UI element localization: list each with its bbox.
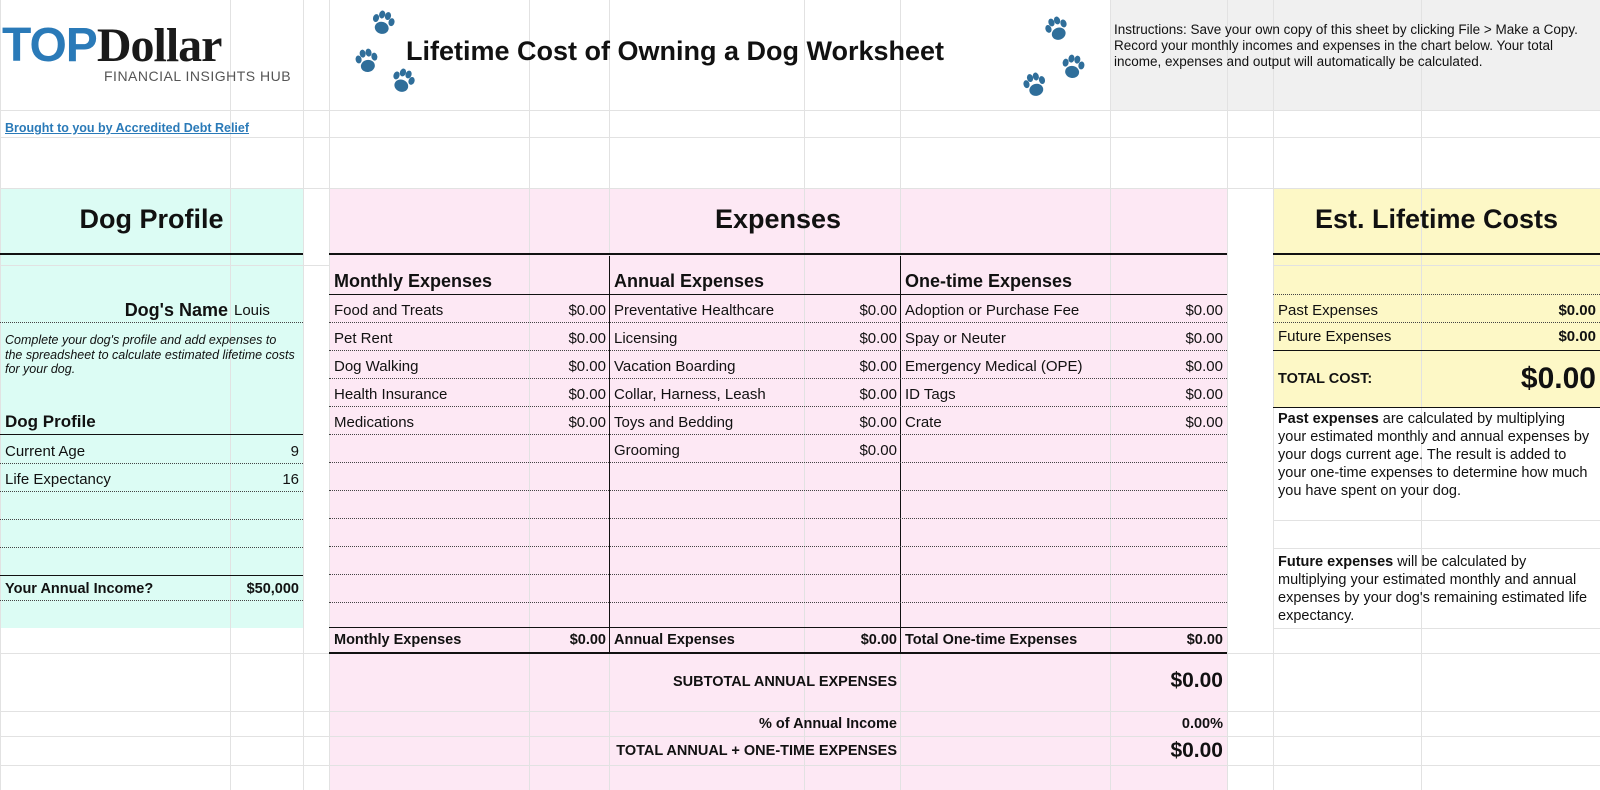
- future-expenses-value: $0.00: [1558, 328, 1596, 345]
- total-cost-value: $0.00: [1520, 362, 1596, 395]
- annual-total-value: $0.00: [860, 632, 897, 648]
- page-title: Lifetime Cost of Owning a Dog Worksheet: [406, 36, 945, 66]
- onetime-expense-value[interactable]: $0.00: [1185, 414, 1223, 431]
- grand-total-label: TOTAL ANNUAL + ONE-TIME EXPENSES: [616, 743, 897, 759]
- past-expenses-value: $0.00: [1558, 302, 1596, 319]
- future-note-text: will be calculated by multiplying your estimated monthly and annual expenses by your dog's remaining estimated life expectancy.: [1278, 554, 1588, 624]
- paw-print-icon: [368, 8, 398, 38]
- monthly-expense-value[interactable]: $0.00: [568, 358, 606, 375]
- past-note-text: are calculated by multiplying your estimated monthly and annual expenses by your dogs current age. The result is added to your one-time expenses to determine how much you have spent on your dog.: [1278, 411, 1590, 499]
- paw-print-icon: [388, 66, 418, 96]
- profile-note: Complete your dog's profile and add expenses to the spreadsheet to calculate estimated lifetime costs for your dog.: [5, 333, 295, 376]
- life-expectancy-label: Life Expectancy: [5, 471, 111, 488]
- onetime-expense-value[interactable]: $0.00: [1185, 386, 1223, 403]
- past-note-bold: Past expenses: [1278, 411, 1379, 427]
- monthly-expense-value[interactable]: $0.00: [568, 414, 606, 431]
- annual-expense-value[interactable]: $0.00: [859, 414, 897, 431]
- monthly-total-label: Monthly Expenses: [334, 632, 462, 648]
- profile-subtitle: Dog Profile: [5, 412, 96, 431]
- monthly-expense-label: Food and Treats: [334, 302, 444, 319]
- annual-expense-value[interactable]: $0.00: [859, 330, 897, 347]
- annual-expense-value[interactable]: $0.00: [859, 442, 897, 459]
- onetime-expense-label: ID Tags: [905, 386, 956, 403]
- annual-expense-label: Toys and Bedding: [614, 414, 734, 431]
- onetime-expense-label: Crate: [905, 414, 942, 431]
- annual-expense-value[interactable]: $0.00: [859, 358, 897, 375]
- monthly-expense-label: Medications: [334, 414, 415, 431]
- onetime-expense-label: Spay or Neuter: [905, 330, 1006, 347]
- life-expectancy-field[interactable]: 16: [282, 471, 299, 488]
- onetime-header: One-time Expenses: [905, 271, 1073, 291]
- future-expenses-note: [1278, 553, 1596, 625]
- pct-income-label: % of Annual Income: [758, 716, 897, 732]
- logo-dollar: Dollar: [96, 19, 222, 72]
- annual-expense-label: Preventative Healthcare: [614, 302, 775, 319]
- paw-print-icon: [1020, 70, 1050, 100]
- subtotal-label: SUBTOTAL ANNUAL EXPENSES: [673, 674, 897, 690]
- annual-expense-value[interactable]: $0.00: [859, 302, 897, 319]
- income-label: Your Annual Income?: [5, 581, 154, 597]
- instructions-text: Instructions: Save your own copy of this sheet by clicking File > Make a Copy. Record your monthly incomes and expenses in the chart below. Your total income, expenses and output will automatically be calculated.: [1114, 22, 1578, 69]
- annual-expense-label: Vacation Boarding: [614, 358, 736, 375]
- logo-top: TOP: [2, 19, 97, 72]
- expenses-title: Expenses: [714, 204, 842, 234]
- onetime-expense-label: Adoption or Purchase Fee: [905, 302, 1080, 319]
- monthly-expense-value[interactable]: $0.00: [568, 302, 606, 319]
- monthly-expense-value[interactable]: $0.00: [568, 330, 606, 347]
- onetime-total-value: $0.00: [1186, 632, 1223, 648]
- profile-title: Dog Profile: [79, 204, 224, 234]
- dog-name-field[interactable]: Louis: [234, 302, 270, 319]
- income-field[interactable]: $50,000: [246, 581, 299, 597]
- paw-print-icon: [352, 46, 382, 76]
- logo-subtitle: FINANCIAL INSIGHTS HUB: [104, 68, 292, 84]
- annual-total-label: Annual Expenses: [614, 632, 735, 648]
- onetime-expense-value[interactable]: $0.00: [1185, 358, 1223, 375]
- annual-header: Annual Expenses: [614, 271, 765, 291]
- subtotal-value: $0.00: [1170, 669, 1223, 692]
- annual-expense-label: Collar, Harness, Leash: [614, 386, 766, 403]
- past-expenses-note: [1278, 410, 1596, 500]
- past-expenses-label: Past Expenses: [1278, 302, 1379, 319]
- dog-name-label: Dog's Name: [124, 300, 228, 320]
- annual-expense-label: Licensing: [614, 330, 678, 347]
- annual-expense-label: Grooming: [614, 442, 680, 459]
- monthly-expense-value[interactable]: $0.00: [568, 386, 606, 403]
- monthly-header: Monthly Expenses: [334, 271, 493, 291]
- monthly-expense-label: Dog Walking: [334, 358, 419, 375]
- onetime-total-label: Total One-time Expenses: [905, 632, 1078, 648]
- lifetime-title: Est. Lifetime Costs: [1314, 204, 1559, 234]
- logo: [2, 20, 302, 90]
- future-note-bold: Future expenses: [1278, 554, 1394, 570]
- onetime-expense-value[interactable]: $0.00: [1185, 302, 1223, 319]
- monthly-expense-label: Pet Rent: [334, 330, 393, 347]
- current-age-label: Current Age: [5, 443, 86, 460]
- monthly-expense-label: Health Insurance: [334, 386, 448, 403]
- paw-print-icon: [1042, 14, 1072, 44]
- pct-income-value: 0.00%: [1181, 716, 1223, 732]
- future-expenses-label: Future Expenses: [1278, 328, 1392, 345]
- brought-by-link[interactable]: Brought to you by Accredited Debt Relief: [5, 121, 250, 135]
- onetime-expense-value[interactable]: $0.00: [1185, 330, 1223, 347]
- onetime-expense-label: Emergency Medical (OPE): [905, 358, 1083, 375]
- current-age-field[interactable]: 9: [290, 443, 299, 460]
- total-cost-label: TOTAL COST:: [1278, 371, 1373, 387]
- annual-expense-value[interactable]: $0.00: [859, 386, 897, 403]
- paw-print-icon: [1058, 52, 1088, 82]
- monthly-total-value: $0.00: [569, 632, 606, 648]
- grand-total-value: $0.00: [1170, 739, 1223, 762]
